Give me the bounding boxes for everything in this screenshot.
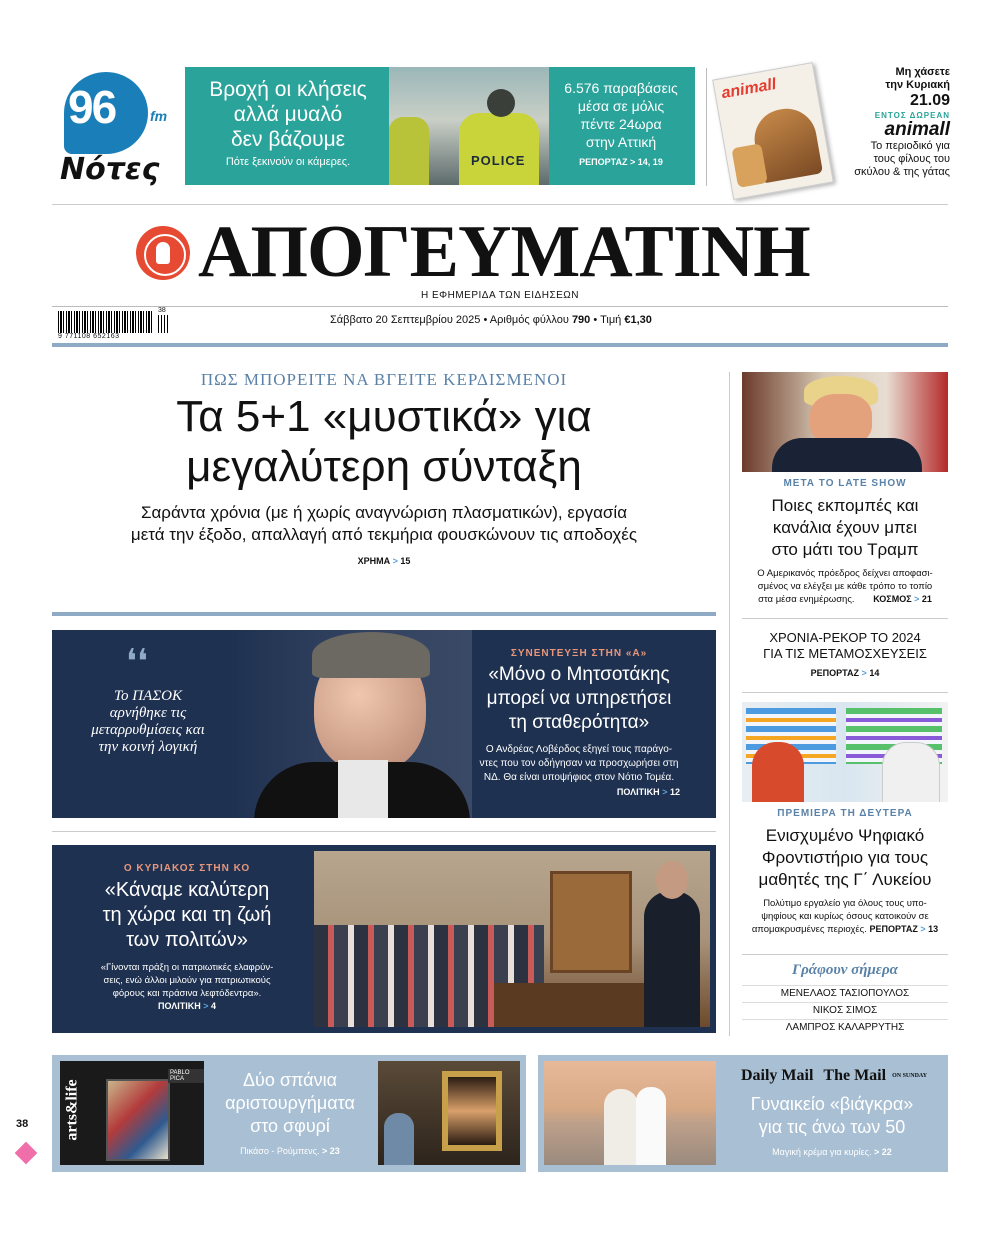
tutoring-body-line: ψηφίους και κυρίως όσους κατοικούν σε [761,911,929,922]
bl-headline-line: στο σφυρί [250,1116,330,1136]
tutoring-story[interactable] [742,808,948,936]
person-left [604,1089,638,1165]
promo-desc-line: τους φίλους του [873,153,950,165]
loverdos-photo [228,630,472,818]
interview-text [448,648,710,797]
interview-headline-line: μπορεί να υπηρετήσει [486,688,672,709]
door-shape [550,871,632,973]
ref-page: 15 [400,556,411,566]
tutoring-ref[interactable] [870,924,939,934]
side-label: arts&life [63,1079,81,1141]
barcode-number: 9 771108 652163 [58,333,120,340]
shirt-shape [338,760,388,818]
trump-story[interactable] [742,478,948,606]
radio-name: Νότες [60,152,160,187]
tutoring-body-line: απομακρυσμένες περιοχές. [751,924,867,935]
masthead-title[interactable]: ΑΠΟΓΕΥΜΑΤΙΝΗ [198,211,810,293]
ref-label: ΧΡΗΜΑ [357,556,391,566]
ref-label: ΡΕΠΟΡΤΑΖ [810,668,860,678]
quote-line: μεταρρυθμίσεις και [91,722,205,738]
bl-headline-line: αριστουργήματα [225,1093,355,1113]
trump-headline-line: στο μάτι του Τραμπ [771,540,919,559]
cover-title: animall [720,75,778,103]
radio-number: 96 [68,81,116,133]
promo-line: την Κυριακή [885,79,950,91]
promo-date: 21.09 [909,92,950,109]
promo-free-label: ΕΝΤΟΣ ΔΩΡΕΑΝ [874,111,950,120]
sep: • [593,314,598,326]
top-rule [52,204,948,205]
speaker-shape [644,891,700,1027]
promo-desc-line: Το περιοδικό για [870,140,950,152]
interview-body-line: ντες που τον οδήγησαν να προσχωρήσει στη [479,758,679,769]
ref-page: 21 [921,594,932,604]
writer-name[interactable]: ΝΙΚΟΣ ΣΙΜΟΣ [742,1002,948,1019]
lead-sub-line: Σαράντα χρόνια (με ή χωρίς αναγνώριση πλασματικών), εργασία [140,503,628,522]
br-headline-line: Γυναικείο «βιάγκρα» [750,1094,914,1114]
masthead-blue-rule [52,343,948,347]
trump-headline-line: Ποιες εκπομπές και [771,496,919,515]
lead-story[interactable] [52,370,716,566]
banner-right-line: πέντε 24ωρα [580,116,662,132]
ref-arrow-icon: > [322,1146,328,1156]
speaker-head [656,861,688,899]
ref-label: ΡΕΠΟΡΤΑΖ [869,924,918,934]
banner-right-line: στην Αττική [585,134,657,150]
price-label: Τιμή [600,314,622,326]
bottom-left-text [208,1069,372,1156]
tutoring-headline-line: μαθητές της Γ΄ Λυκείου [758,870,932,889]
barcode-addon-bars [158,315,170,333]
ref-arrow-icon: > [920,924,926,934]
lead-kicker: ΠΩΣ ΜΠΟΡΕΙΤΕ ΝΑ ΒΓΕΙΤΕ ΚΕΡΔΙΣΜΕΝΟΙ [200,370,568,389]
masthead-emblem-icon [136,226,190,280]
interview-headline-line: «Μόνο ο Μητσοτάκης [488,664,670,685]
ref-label: ΠΟΛΙΤΙΚΗ [616,787,660,797]
banner-right-line: 6.576 παραβάσεις [564,80,678,96]
sidebar-rule-1 [742,618,948,619]
barcode-bars [58,311,154,333]
banner-left-line: δεν βάζουμε [230,128,346,151]
br-sub: Μαγική κρέμα για κυρίες. [772,1147,872,1157]
pm-headline-line: τη χώρα και τη ζωή [102,904,272,926]
painting-sign: PABLO PICA [168,1069,204,1083]
banner-right-line: μέσα σε μόλις [577,98,665,114]
transplants-headline-line: ΓΙΑ ΤΙΣ ΜΕΤΑΜΟΣΧΕΥΣΕΙΣ [763,646,927,661]
picasso-painting [106,1079,170,1161]
pm-headline-line: των πολιτών» [126,929,248,951]
quote-icon: ❛❛ [126,642,148,682]
interview-box[interactable] [52,630,716,818]
bottom-right-text [722,1093,942,1157]
ref-arrow-icon: > [662,787,668,797]
pm-headline-line: «Κάναμε καλύτερη [104,879,270,901]
pm-ref[interactable] [68,1001,306,1011]
quote-line: την κοινή λογική [98,739,198,755]
trump-body-line-last [742,593,948,606]
banner-left-line: αλλά μυαλό [233,103,343,126]
pm-body-line: «Γίνονται πράξη οι πατριωτικές ελαφρύν- [100,962,274,973]
diamond-icon [15,1142,38,1165]
quote-line: αρνήθηκε τις [109,705,187,721]
ref-page: 12 [669,787,680,797]
picasso-photo [60,1061,204,1165]
writer-name[interactable]: ΜΕΝΕΛΑΟΣ ΤΑΣΙΟΠΟΥΛΟΣ [742,985,948,1002]
police-photo [389,67,549,185]
ref-pages: 14, 19 [637,157,663,167]
writer-name[interactable]: ΛΑΜΠΡΟΣ ΚΑΛΑΡΡΥΤΗΣ [742,1019,948,1036]
barcode [58,307,170,341]
ref-arrow-icon: > [203,1001,209,1011]
transplants-story[interactable] [742,630,948,678]
police-label: POLICE [471,153,526,168]
mid-rule [52,831,716,832]
bottom-right-box[interactable] [538,1055,948,1172]
ref-page: 13 [928,924,939,934]
banner-left-line: Βροχή οι κλήσεις [209,78,367,101]
bottom-left-box[interactable] [52,1055,526,1172]
quote-line: Το ΠΑΣΟΚ [114,688,182,704]
banner-left-text [193,77,383,168]
ref-label: ΚΟΣΜΟΣ [873,594,912,604]
pm-text [68,863,306,1011]
tutoring-body-line: Πολύτιμο εργαλείο για όλους τους υπο- [763,898,927,909]
officer-head [487,89,515,117]
interview-quote [68,688,228,756]
pm-box[interactable] [52,845,716,1033]
writers-box [742,962,948,1036]
writers-title: Γράφουν σήμερα [792,962,898,978]
issue-label: Αριθμός φύλλου [489,314,569,326]
sidebar-rule-2 [742,692,948,693]
ref-page: 14 [869,668,880,678]
tutoring-headline-line: Ενισχυμένο Ψηφιακό [765,826,925,845]
banner-left-sub: Πότε ξεκινούν οι κάμερες. [225,156,351,168]
trump-headline-line: κανάλια έχουν μπει [772,518,918,537]
students-photo [742,702,948,802]
lead-ref[interactable] [52,556,716,566]
tutoring-body-line-last [742,923,948,936]
trump-photo [742,372,948,472]
ref-arrow-icon: > [630,157,636,167]
interview-body-line: ΝΔ. Θα είναι υποψήφιος στον Νότιο Τομέα. [483,772,675,783]
visitor-shape [384,1113,414,1165]
trump-body-line: Ο Αμερικανός πρόεδρος δείχνει αποφασι- [757,568,933,579]
vertical-divider [706,68,707,186]
bl-headline-line: Δύο σπάνια [243,1070,337,1090]
promo-magazine-name: animall [884,119,950,140]
pm-body-line: σεις, ενώ άλλοι μιλούν για πατριωτικούς [103,975,271,986]
ref-label: ΠΟΛΙΤΙΚΗ [157,1001,201,1011]
pm-body-line: φόρους και πράσινα λεφτόδεντρα». [112,988,262,999]
interview-ref[interactable] [448,787,710,797]
trump-body-line: σμένος να ελέγξει με κάθε τρόπο το τοπίο [757,581,933,592]
brand-sub: ON SUNDAY [892,1073,928,1080]
trump-ref[interactable] [873,594,932,604]
officer-vest-left [389,117,429,185]
lead-sub-line: μετά την έξοδο, απαλλαγή από τεκμήρια φουσκώνουν τις αποδοχές [130,525,638,544]
transplants-headline-line: ΧΡΟΝΙΑ-ΡΕΚΟΡ ΤΟ 2024 [769,630,921,645]
student-right [882,742,940,802]
masthead-tagline: Η ΕΦΗΜΕΡΙΔΑ ΤΩΝ ΕΙΔΗΣΕΩΝ [420,290,579,301]
person-right [636,1087,666,1165]
sidebar-vertical-rule [729,372,730,1036]
banner-ref[interactable] [553,157,689,167]
dateline [330,314,652,326]
ref-arrow-icon: > [392,556,398,566]
lead-bottom-rule [52,612,716,616]
banner-right-text [553,79,689,167]
brand-daily-mail: Daily Mail [740,1067,814,1084]
magazine-cover[interactable] [712,62,834,200]
top-banner[interactable] [185,67,695,185]
brand-the-mail: The Mail [823,1067,887,1084]
interview-body-line: Ο Ανδρέας Λοβέρδος εξηγεί τους παράγο- [485,744,673,755]
bl-sub: Πικάσο - Ρούμπενς. [240,1146,320,1156]
tutoring-headline-line: Φροντιστήριο για τους [761,848,929,867]
sep: • [483,314,488,326]
promo-text [840,66,950,179]
lead-headline-line: μεγαλύτερη σύνταξη [186,442,582,491]
interview-headline-line: τη σταθερότητα» [508,712,650,733]
emblem-figure [156,242,170,264]
br-ref[interactable] [722,1147,942,1157]
ref-arrow-icon: > [861,668,867,678]
ref-page: 23 [329,1146,340,1156]
sidebar-rule-3 [742,954,948,955]
promo-desc-line: σκύλου & της γάτας [854,166,950,178]
page-number: 38 [16,1118,29,1130]
issue-number: 790 [571,314,591,326]
promo-line: Μη χάσετε [895,66,950,78]
ref-page: 4 [211,1001,217,1011]
masthead-rule [52,306,948,307]
parliament-photo [314,851,710,1027]
ref-arrow-icon: > [874,1147,880,1157]
lead-headline-line: Τα 5+1 «μυστικά» για [176,392,592,441]
rubens-canvas [448,1077,496,1145]
brand-row [734,1067,934,1085]
rubens-photo [378,1061,520,1165]
podium-shape [494,983,644,1027]
ref-arrow-icon: > [914,594,920,604]
radio-logo[interactable] [58,68,173,188]
officer-vest [459,113,539,185]
trump-suit [772,438,922,472]
ref-page: 22 [881,1147,892,1157]
barcode-issue: 38 [158,307,166,314]
hair-shape [312,632,430,678]
student-left [752,742,804,802]
trump-kicker: ΜΕΤΑ ΤΟ LATE SHOW [783,478,907,489]
pm-kicker: Ο ΚΥΡΙΑΚΟΣ ΣΤΗΝ ΚΟ [123,863,251,874]
interview-kicker: ΣΥΝΕΝΤΕΥΞΗ ΣΤΗΝ «Α» [510,648,648,659]
price: €1,30 [624,314,652,326]
tutoring-kicker: ΠΡΕΜΙΕΡΑ ΤΗ ΔΕΥΤΕΡΑ [777,808,913,819]
br-headline-line: για τις άνω των 50 [758,1117,906,1137]
radio-unit: fm [150,108,168,124]
trump-body-line: στα μέσα ενημέρωσης. [758,594,855,605]
date-text: Σάββατο 20 Σεπτεμβρίου 2025 [330,314,481,326]
transplants-ref[interactable] [742,668,948,678]
couple-photo [544,1061,716,1165]
ref-label: ΡΕΠΟΡΤΑΖ [579,157,628,167]
bl-ref[interactable] [208,1146,372,1156]
